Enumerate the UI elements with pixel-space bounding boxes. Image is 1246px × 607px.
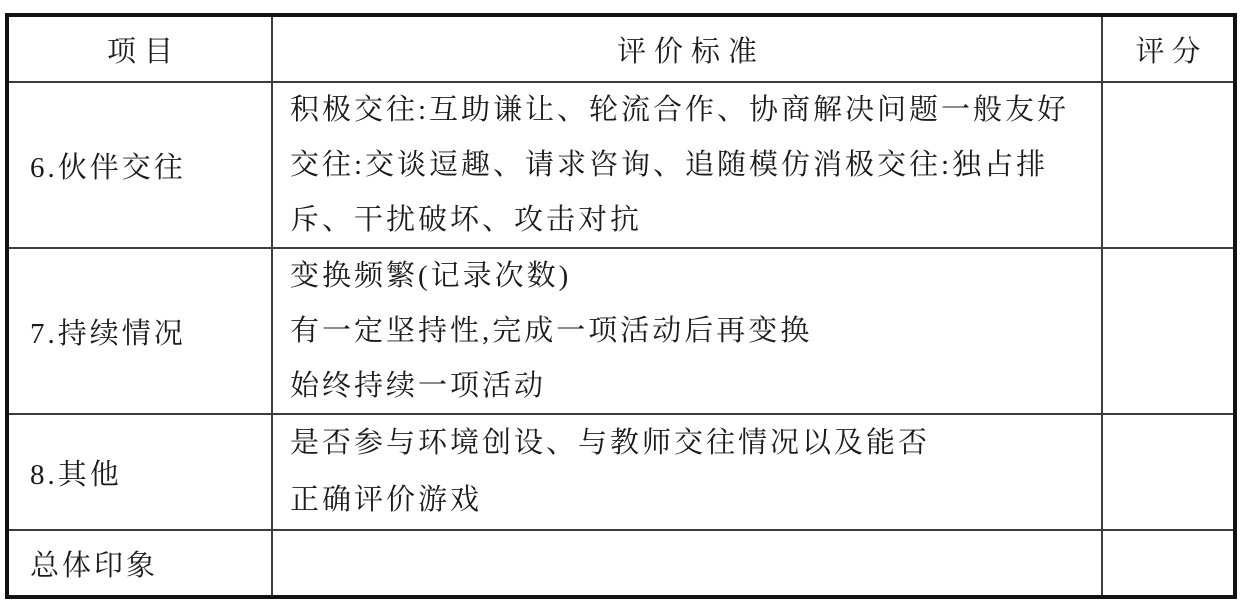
row-item-label: 6.伙伴交往 bbox=[9, 83, 273, 249]
row-criteria bbox=[273, 249, 1103, 415]
criteria-line: 是否参与环境创设、与教师交往情况以及能否 bbox=[290, 427, 931, 459]
criteria-line: 斥、干扰破坏、攻击对抗 bbox=[290, 203, 643, 236]
row-item-label: 8.其他 bbox=[9, 415, 273, 531]
score-cell bbox=[1103, 249, 1233, 415]
row-item-label: 7.持续情况 bbox=[9, 249, 273, 415]
criteria-line: 有一定坚持性,完成一项活动后再变换 bbox=[290, 314, 813, 347]
row-criteria bbox=[273, 531, 1103, 595]
row-item-label: 总体印象 bbox=[9, 531, 273, 595]
score-cell bbox=[1103, 415, 1233, 531]
criteria-line: 正确评价游戏 bbox=[290, 484, 483, 516]
criteria-line: 交往:交谈逗趣、请求咨询、追随模仿消极交往:独占排 bbox=[290, 148, 1049, 181]
criteria-line: 积极交往:互助谦让、轮流合作、协商解决问题一般友好 bbox=[290, 93, 1070, 126]
evaluation-table bbox=[5, 13, 1237, 599]
header-cell-criteria: 评价标准 bbox=[273, 17, 1103, 83]
header-cell-item: 项目 bbox=[9, 17, 273, 83]
criteria-line: 变换频繁(记录次数) bbox=[290, 259, 572, 292]
score-cell bbox=[1103, 83, 1233, 249]
header-cell-score: 评分 bbox=[1103, 17, 1233, 83]
row-criteria bbox=[273, 83, 1103, 249]
row-criteria bbox=[273, 415, 1103, 531]
score-cell bbox=[1103, 531, 1233, 595]
criteria-line: 始终持续一项活动 bbox=[290, 369, 547, 402]
